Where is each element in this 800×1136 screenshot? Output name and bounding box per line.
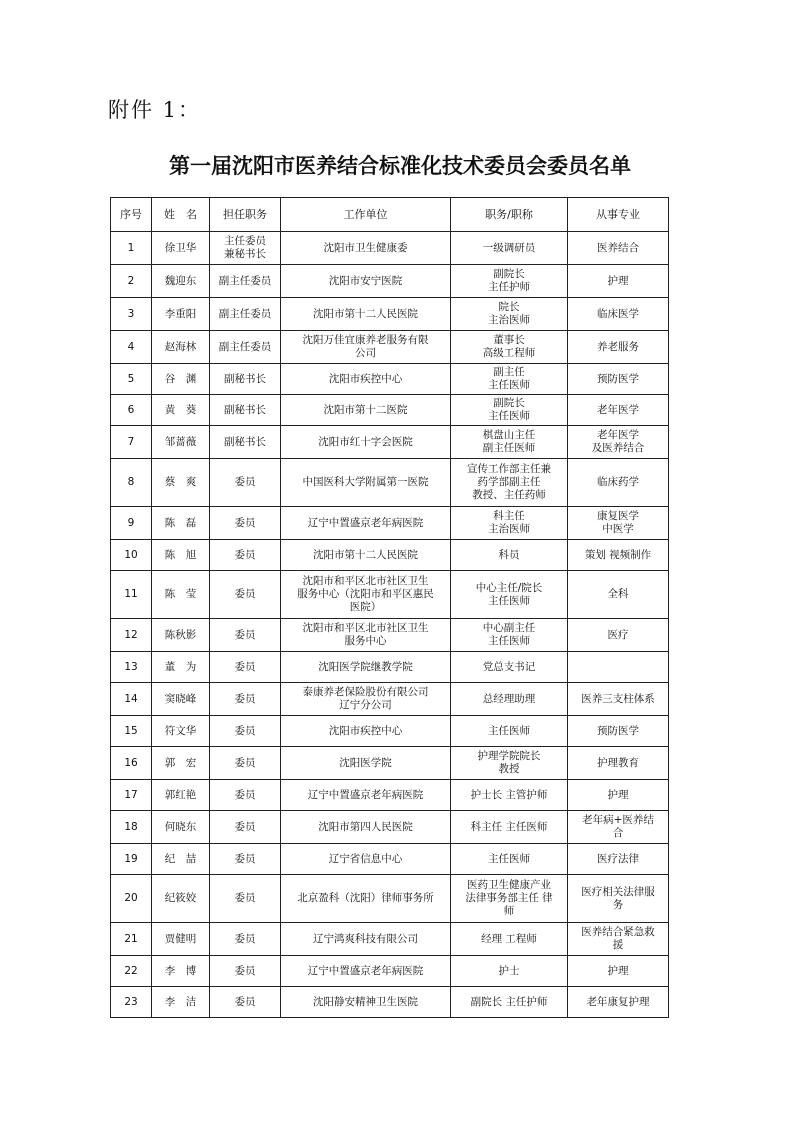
row-serial-number: 3: [111, 298, 152, 331]
row-position-title: 副院长 主任护师: [451, 987, 568, 1018]
row-committee-role: 委员: [210, 780, 281, 811]
row-member-name: 窦晓峰: [152, 683, 210, 716]
row-position-title: 一级调研员: [451, 232, 568, 265]
row-specialty: 全科: [568, 571, 669, 619]
row-member-name: 陈秋影: [152, 619, 210, 652]
table-row: [111, 364, 669, 395]
row-committee-role: 委员: [210, 875, 281, 923]
table-row: [111, 716, 669, 747]
row-member-name: 李 博: [152, 956, 210, 987]
table-row: [111, 652, 669, 683]
row-member-name: 谷 渊: [152, 364, 210, 395]
row-committee-role: 副秘书长: [210, 426, 281, 459]
row-work-unit: 沈阳市和平区北市社区卫生 服务中心（沈阳市和平区惠民 医院）: [281, 571, 451, 619]
row-position-title: 党总支书记: [451, 652, 568, 683]
table-row: [111, 331, 669, 364]
row-committee-role: 委员: [210, 747, 281, 780]
row-work-unit: 沈阳市和平区北市社区卫生 服务中心: [281, 619, 451, 652]
table-row: [111, 265, 669, 298]
row-specialty: 医疗: [568, 619, 669, 652]
row-member-name: 纪 喆: [152, 844, 210, 875]
row-serial-number: 14: [111, 683, 152, 716]
row-serial-number: 13: [111, 652, 152, 683]
row-committee-role: 委员: [210, 507, 281, 540]
row-position-title: 医药卫生健康产业 法律事务部主任 律 师: [451, 875, 568, 923]
row-committee-role: 委员: [210, 987, 281, 1018]
row-position-title: 经理 工程师: [451, 923, 568, 956]
row-committee-role: 委员: [210, 619, 281, 652]
row-member-name: 蔡 爽: [152, 459, 210, 507]
row-work-unit: 辽宁省信息中心: [281, 844, 451, 875]
row-work-unit: 沈阳市第十二医院: [281, 395, 451, 426]
row-work-unit: 泰康养老保险股份有限公司 辽宁分公司: [281, 683, 451, 716]
table-row: [111, 811, 669, 844]
row-specialty: 老年病+医养结 合: [568, 811, 669, 844]
row-serial-number: 7: [111, 426, 152, 459]
row-work-unit: 沈阳市红十字会医院: [281, 426, 451, 459]
row-serial-number: 2: [111, 265, 152, 298]
row-serial-number: 5: [111, 364, 152, 395]
row-serial-number: 16: [111, 747, 152, 780]
row-member-name: 陈 旭: [152, 540, 210, 571]
row-work-unit: 沈阳市第十二人民医院: [281, 298, 451, 331]
row-work-unit: 北京盈科（沈阳）律师事务所: [281, 875, 451, 923]
row-position-title: 主任医师: [451, 844, 568, 875]
row-committee-role: 委员: [210, 459, 281, 507]
row-work-unit: 沈阳市安宁医院: [281, 265, 451, 298]
row-specialty: 预防医学: [568, 364, 669, 395]
row-serial-number: 17: [111, 780, 152, 811]
row-position-title: 科主任 主任医师: [451, 811, 568, 844]
row-committee-role: 副秘书长: [210, 364, 281, 395]
table-header-row: [111, 198, 669, 232]
header-name: 姓 名: [152, 198, 210, 232]
row-position-title: 副主任 主任医师: [451, 364, 568, 395]
row-member-name: 徐卫华: [152, 232, 210, 265]
row-serial-number: 6: [111, 395, 152, 426]
row-specialty: 护理教育: [568, 747, 669, 780]
row-member-name: 黄 葵: [152, 395, 210, 426]
row-serial-number: 12: [111, 619, 152, 652]
row-position-title: 主任医师: [451, 716, 568, 747]
table-row: [111, 459, 669, 507]
row-member-name: 纪筱姣: [152, 875, 210, 923]
document-title: 第一届沈阳市医养结合标准化技术委员会委员名单: [169, 153, 631, 178]
header-position-title: 职务/职称: [451, 198, 568, 232]
row-position-title: 中心主任/院长 主任医师: [451, 571, 568, 619]
row-committee-role: 副主任委员: [210, 331, 281, 364]
row-member-name: 赵海林: [152, 331, 210, 364]
table-row: [111, 571, 669, 619]
row-specialty: [568, 652, 669, 683]
header-work-unit: 工作单位: [281, 198, 451, 232]
row-serial-number: 1: [111, 232, 152, 265]
row-serial-number: 18: [111, 811, 152, 844]
row-serial-number: 9: [111, 507, 152, 540]
row-serial-number: 23: [111, 987, 152, 1018]
row-work-unit: 沈阳市疾控中心: [281, 364, 451, 395]
row-work-unit: 沈阳万佳宜康养老服务有限 公司: [281, 331, 451, 364]
row-committee-role: 委员: [210, 571, 281, 619]
row-position-title: 院长 主治医师: [451, 298, 568, 331]
row-committee-role: 副秘书长: [210, 395, 281, 426]
row-committee-role: 委员: [210, 923, 281, 956]
row-member-name: 陈 磊: [152, 507, 210, 540]
row-specialty: 医疗法律: [568, 844, 669, 875]
row-member-name: 贾健明: [152, 923, 210, 956]
row-specialty: 策划 视频制作: [568, 540, 669, 571]
row-specialty: 医养三支柱体系: [568, 683, 669, 716]
row-committee-role: 委员: [210, 716, 281, 747]
row-member-name: 李 洁: [152, 987, 210, 1018]
header-serial-number: 序号: [111, 198, 152, 232]
table-row: [111, 395, 669, 426]
table-row: [111, 619, 669, 652]
row-specialty: 临床药学: [568, 459, 669, 507]
row-serial-number: 20: [111, 875, 152, 923]
row-work-unit: 辽宁中置盛京老年病医院: [281, 507, 451, 540]
row-committee-role: 委员: [210, 844, 281, 875]
row-specialty: 老年医学 及医养结合: [568, 426, 669, 459]
row-position-title: 副院长 主任护师: [451, 265, 568, 298]
row-position-title: 科主任 主治医师: [451, 507, 568, 540]
row-specialty: 临床医学: [568, 298, 669, 331]
row-committee-role: 委员: [210, 811, 281, 844]
row-committee-role: 委员: [210, 652, 281, 683]
row-serial-number: 15: [111, 716, 152, 747]
row-serial-number: 11: [111, 571, 152, 619]
row-position-title: 护士长 主管护师: [451, 780, 568, 811]
row-serial-number: 10: [111, 540, 152, 571]
row-position-title: 总经理助理: [451, 683, 568, 716]
attachment-label: 附件 1：: [108, 98, 202, 122]
row-specialty: 医养结合紧急救 援: [568, 923, 669, 956]
row-specialty: 医疗相关法律服 务: [568, 875, 669, 923]
row-work-unit: 沈阳市第四人民医院: [281, 811, 451, 844]
table-row: [111, 507, 669, 540]
row-member-name: 郭 宏: [152, 747, 210, 780]
row-work-unit: 辽宁中置盛京老年病医院: [281, 780, 451, 811]
row-specialty: 老年医学: [568, 395, 669, 426]
row-specialty: 医养结合: [568, 232, 669, 265]
table-row: [111, 298, 669, 331]
table-row: [111, 540, 669, 571]
table-row: [111, 987, 669, 1018]
row-specialty: 老年康复护理: [568, 987, 669, 1018]
row-work-unit: 沈阳市卫生健康委: [281, 232, 451, 265]
row-work-unit: 沈阳静安精神卫生医院: [281, 987, 451, 1018]
header-specialty: 从事专业: [568, 198, 669, 232]
row-position-title: 副院长 主任医师: [451, 395, 568, 426]
row-committee-role: 副主任委员: [210, 298, 281, 331]
row-member-name: 郭红艳: [152, 780, 210, 811]
table-row: [111, 956, 669, 987]
table-row: [111, 844, 669, 875]
row-member-name: 符文华: [152, 716, 210, 747]
row-member-name: 陈 莹: [152, 571, 210, 619]
row-position-title: 护士: [451, 956, 568, 987]
row-member-name: 董 为: [152, 652, 210, 683]
row-member-name: 李重阳: [152, 298, 210, 331]
row-committee-role: 委员: [210, 956, 281, 987]
row-specialty: 护理: [568, 265, 669, 298]
row-work-unit: 辽宁鸿爽科技有限公司: [281, 923, 451, 956]
row-committee-role: 副主任委员: [210, 265, 281, 298]
row-position-title: 棋盘山主任 副主任医师: [451, 426, 568, 459]
row-member-name: 何晓东: [152, 811, 210, 844]
row-serial-number: 8: [111, 459, 152, 507]
header-committee-role: 担任职务: [210, 198, 281, 232]
row-member-name: 魏迎东: [152, 265, 210, 298]
row-work-unit: 沈阳市疾控中心: [281, 716, 451, 747]
row-specialty: 预防医学: [568, 716, 669, 747]
row-position-title: 中心副主任 主任医师: [451, 619, 568, 652]
row-position-title: 董事长 高级工程师: [451, 331, 568, 364]
row-specialty: 养老服务: [568, 331, 669, 364]
row-serial-number: 21: [111, 923, 152, 956]
table-row: [111, 780, 669, 811]
committee-member-table: [110, 197, 669, 1018]
table-row: [111, 683, 669, 716]
row-serial-number: 19: [111, 844, 152, 875]
row-position-title: 护理学院院长 教授: [451, 747, 568, 780]
row-work-unit: 沈阳市第十二人民医院: [281, 540, 451, 571]
table-row: [111, 232, 669, 265]
table-row: [111, 747, 669, 780]
row-work-unit: 中国医科大学附属第一医院: [281, 459, 451, 507]
row-position-title: 宣传工作部主任兼 药学部副主任 教授、主任药师: [451, 459, 568, 507]
table-row: [111, 923, 669, 956]
row-member-name: 邹蔷薇: [152, 426, 210, 459]
row-serial-number: 4: [111, 331, 152, 364]
row-specialty: 护理: [568, 780, 669, 811]
row-specialty: 护理: [568, 956, 669, 987]
row-work-unit: 辽宁中置盛京老年病医院: [281, 956, 451, 987]
table-row: [111, 426, 669, 459]
row-serial-number: 22: [111, 956, 152, 987]
row-committee-role: 主任委员 兼秘书长: [210, 232, 281, 265]
row-work-unit: 沈阳医学院: [281, 747, 451, 780]
row-specialty: 康复医学 中医学: [568, 507, 669, 540]
row-position-title: 科员: [451, 540, 568, 571]
row-committee-role: 委员: [210, 683, 281, 716]
row-committee-role: 委员: [210, 540, 281, 571]
row-work-unit: 沈阳医学院继教学院: [281, 652, 451, 683]
table-row: [111, 875, 669, 923]
